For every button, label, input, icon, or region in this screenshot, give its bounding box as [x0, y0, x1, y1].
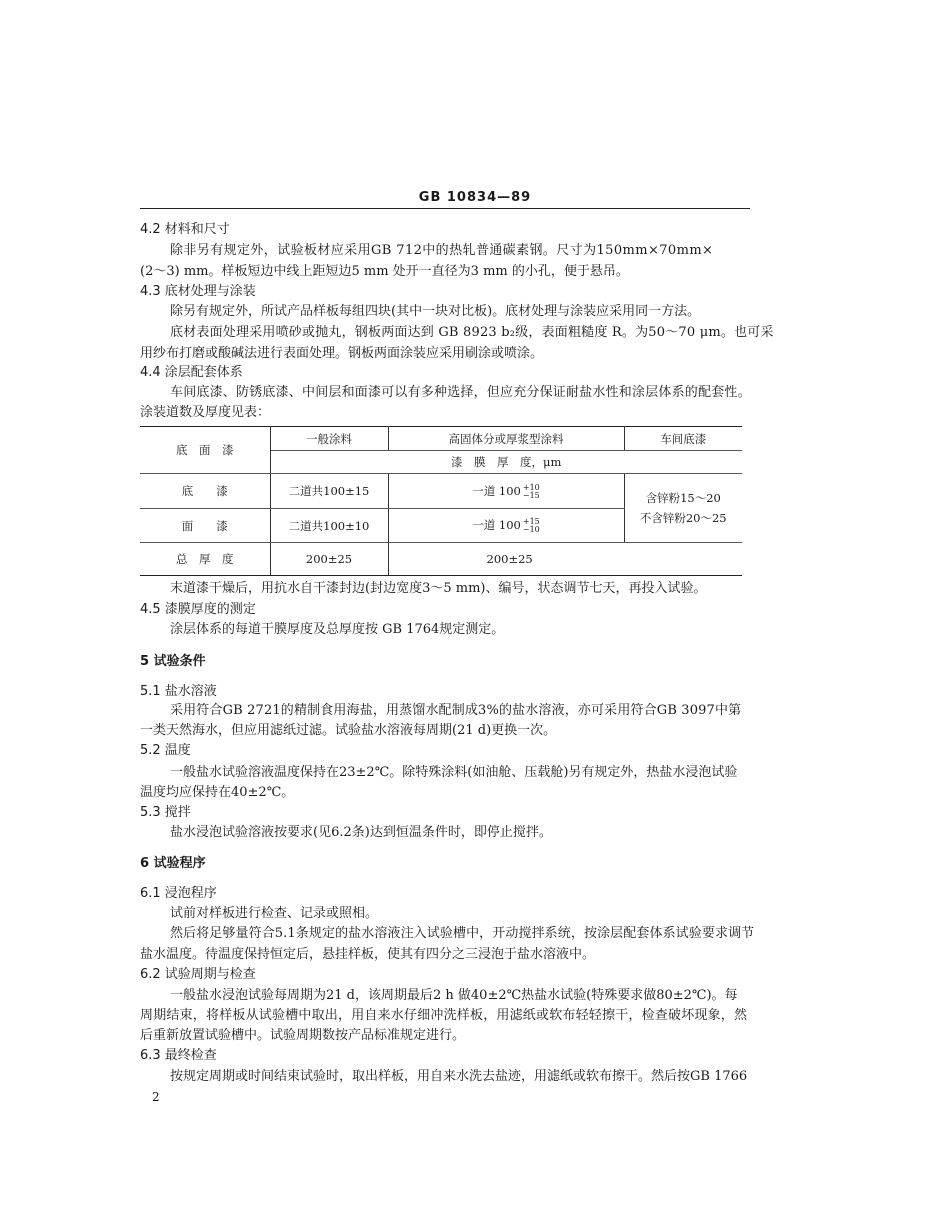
section-4-2-heading: 4.2 材料和尺寸	[140, 222, 230, 237]
section-5-2-text-2: 温度均应保持在40±2℃。	[140, 785, 295, 800]
section-6-3-text: 按规定周期或时间结束试验时，取出样板，用自来水洗去盐迹，用滤纸或软布擦干。然后按GB 1766	[170, 1069, 748, 1084]
section-4-4-text-1: 车间底漆、防锈底漆、中间层和面漆可以有多种选择，但应充分保证耐盐水性和涂层体系的配套性。	[170, 385, 751, 400]
topcoat-high-lower-tolerance: −10	[522, 525, 540, 534]
section-4-3-text-2: 底材表面处理采用喷砂或抛丸，钢板两面达到 GB 8923 b₂级，表面粗糙度 R。为50～70 μm。也可采	[170, 325, 774, 340]
table-header-general: 一般涂料	[270, 427, 388, 451]
primer-high-upper-tolerance: +10	[522, 482, 540, 492]
table-primer-general: 二道共100±15	[270, 474, 388, 509]
section-5-1-text-1: 采用符合GB 2721的精制食用海盐，用蒸馏水配制成3%的盐水溶液，亦可采用符合GB 3097中第	[170, 703, 742, 718]
section-4-5-text: 涂层体系的每道干膜厚度及总厚度按 GB 1764规定测定。	[170, 622, 505, 637]
table-unit-header: 漆 膜 厚 度，μm	[270, 451, 742, 474]
section-5-1-heading: 5.1 盐水溶液	[140, 684, 217, 699]
table-row-primer-label: 底 漆	[140, 474, 270, 509]
section-4-2-text-1: 除非另有规定外，试验板材应采用GB 712中的热轧普通碳素钢。尺寸为150mm×70mm×	[170, 243, 714, 258]
section-4-3-heading: 4.3 底材处理与涂装	[140, 284, 256, 299]
page-header: GB 10834—89	[418, 190, 532, 205]
section-5-2-text-1: 一般盐水试验溶液温度保持在23±2℃。除特殊涂料(如油舱、压载舱)另有规定外，热盐水浸泡试验	[170, 765, 738, 780]
section-6-2-text-3: 后重新放置试验槽中。试验周期数按产品标准规定进行。	[140, 1028, 466, 1043]
section-5-3-heading: 5.3 搅拌	[140, 805, 191, 820]
section-6-1-text-2: 然后将足够量符合5.1条规定的盐水溶液注入试验槽中，开动搅拌系统，按涂层配套体系试验要求调节	[170, 926, 755, 941]
page-number: 2	[152, 1090, 160, 1104]
table-topcoat-general: 二道共100±10	[270, 509, 388, 543]
table-row-topcoat-label: 面 漆	[140, 509, 270, 543]
topcoat-high-upper-tolerance: +15	[522, 517, 540, 526]
table-total-high-solid: 200±25	[388, 543, 742, 576]
primer-high-value: 一道 100	[472, 483, 521, 498]
shop-primer-without-zinc: 不含锌粉20～25	[639, 511, 727, 525]
section-4-3-text-1: 除另有规定外，所试产品样板每组四块(其中一块对比板)。底材处理与涂装应采用同一方法。	[170, 304, 701, 319]
table-header-high-solid: 高固体分或厚浆型涂料	[388, 427, 624, 451]
primer-high-lower-tolerance: −15	[522, 490, 540, 500]
section-6-heading: 6 试验程序	[140, 856, 206, 871]
table-row-total-label: 总 厚 度	[140, 543, 270, 576]
section-4-4-text-2: 涂装道数及厚度见表：	[140, 405, 271, 420]
section-5-heading: 5 试验条件	[140, 654, 206, 669]
table-topcoat-high-solid	[388, 509, 624, 543]
section-6-2-text-1: 一般盐水浸泡试验每周期为21 d，该周期最后2 h 做40±2℃热盐水试验(特殊要求做80±2℃)。每	[170, 988, 738, 1003]
section-6-1-text-1: 试前对样板进行检查、记录或照相。	[170, 906, 379, 921]
header-rule	[140, 208, 750, 209]
section-4-4-after-table: 末道漆干燥后，用抗水自干漆封边(封边宽度3～5 mm)、编号，状态调节七天，再投入试验。	[170, 581, 707, 596]
coating-thickness-table	[140, 426, 742, 576]
table-primer-high-solid	[388, 474, 624, 509]
table-header-shop-primer: 车间底漆	[624, 427, 742, 451]
section-5-2-heading: 5.2 温度	[140, 743, 191, 758]
topcoat-high-value: 一道 100	[472, 518, 521, 532]
section-4-3-text-3: 用纱布打磨或酸碱法进行表面处理。钢板两面涂装应采用刷涂或喷涂。	[140, 346, 544, 361]
section-4-5-heading: 4.5 漆膜厚度的测定	[140, 602, 256, 617]
section-6-2-heading: 6.2 试验周期与检查	[140, 967, 256, 982]
table-total-general: 200±25	[270, 543, 388, 576]
table-corner-header: 底 面 漆	[140, 427, 270, 474]
section-6-3-heading: 6.3 最终检查	[140, 1048, 217, 1063]
section-6-2-text-2: 周期结束，将样板从试验槽中取出，用自来水仔细冲洗样板，用滤纸或软布轻轻擦干，检查破坏现象，然	[140, 1008, 748, 1023]
section-6-1-heading: 6.1 浸泡程序	[140, 886, 217, 901]
section-6-1-text-3: 盐水温度。待温度保持恒定后，悬挂样板，使其有四分之三浸泡于盐水溶液中。	[140, 947, 596, 962]
section-4-4-heading: 4.4 涂层配套体系	[140, 365, 243, 380]
table-shop-primer-values	[624, 474, 742, 543]
section-5-3-text: 盐水浸泡试验溶液按要求(见6.2条)达到恒温条件时，即停止搅拌。	[170, 825, 552, 840]
shop-primer-with-zinc: 含锌粉15～20	[645, 491, 721, 505]
section-4-2-text-2: (2～3) mm。样板短边中线上距短边5 mm 处开一直径为3 mm 的小孔，便于悬吊。	[140, 264, 629, 279]
section-5-1-text-2: 一类天然海水，但应用滤纸过滤。试验盐水溶液每周期(21 d)更换一次。	[140, 723, 557, 738]
